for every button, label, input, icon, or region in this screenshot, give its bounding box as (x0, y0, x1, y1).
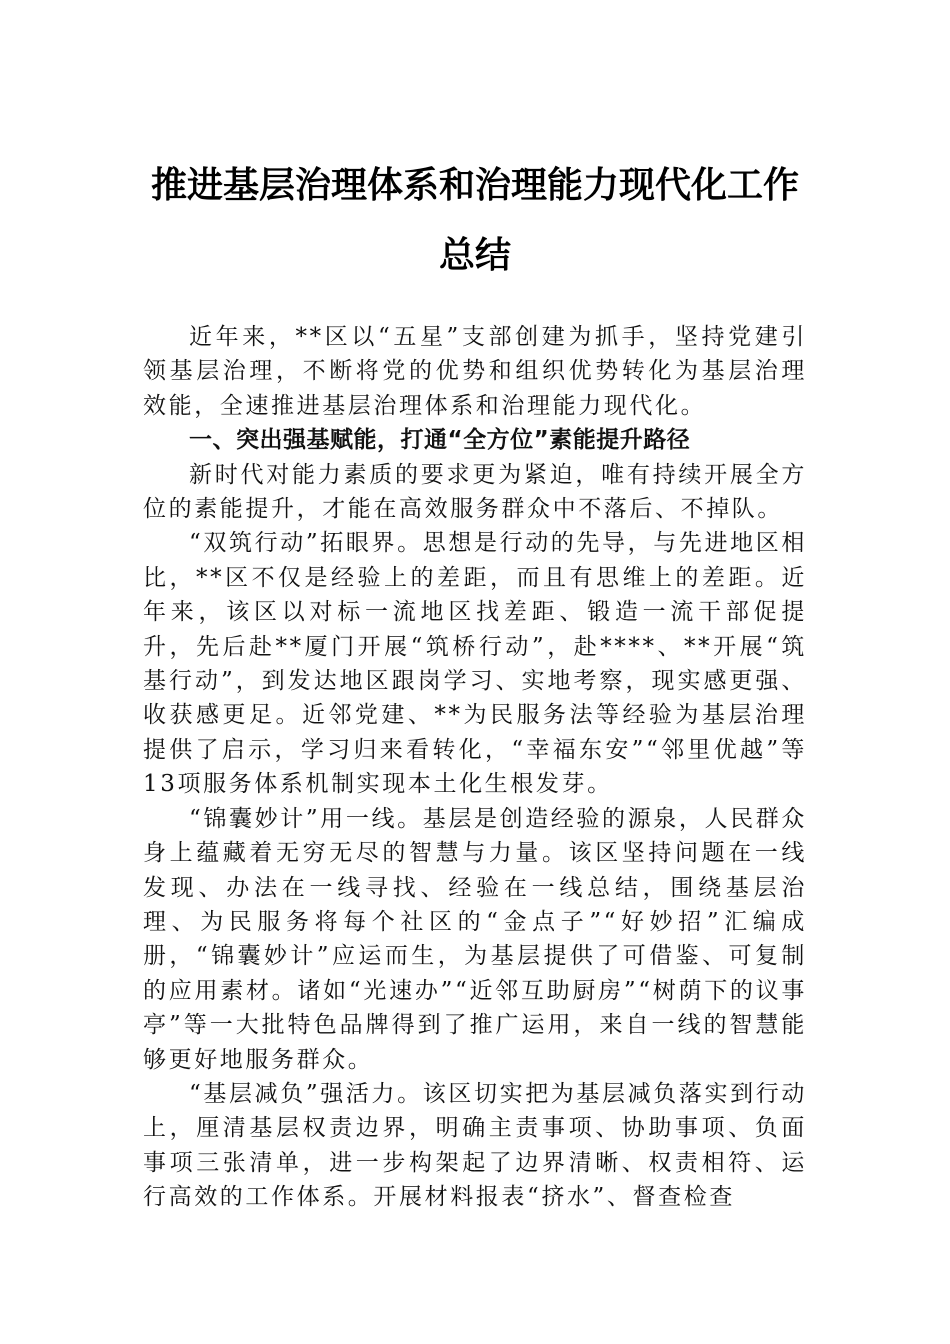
section-heading-1: 一、突出强基赋能，打通“全方位”素能提升路径 (189, 427, 691, 454)
intro-paragraph: 近年来，**区以“五星”支部创建为抓手，坚持党建引领基层治理，不断将党的优势和组织优势转化为基层治理效能，全速推进基层治理体系和治理能力现代化。 (143, 324, 807, 419)
document-title-line-1: 推进基层治理体系和治理能力现代化工作 (150, 164, 799, 206)
body-paragraph: “基层减负”强活力。该区切实把为基层减负落实到行动上，厘清基层权责边界，明确主责事项、协助事项、负面事项三张清单，进一步构架起了边界清晰、权责相符、运行高效的工作体系。开展材料报表“挤水”、督查检查 (143, 1080, 807, 1211)
body-paragraph: “锦囊妙计”用一线。基层是创造经验的源泉，人民群众身上蕴藏着无穷无尽的智慧与力量。该区坚持问题在一线发现、办法在一线寻找、经验在一线总结，围绕基层治理、为民服务将每个社区的“金点子”“好妙招”汇编成册，“锦囊妙计”应运而生，为基层提供了可借鉴、可复制的应用素材。诸如“光速办”“近邻互助厨房”“树荫下的议事亭”等一大批特色品牌得到了推广运用，来自一线的智慧能够更好地服务群众。 (143, 805, 807, 1073)
body-paragraph: “双筑行动”拓眼界。思想是行动的先导，与先进地区相比，**区不仅是经验上的差距，而且有思维上的差距。近年来，该区以对标一流地区找差距、锻造一流干部促提升，先后赴**厦门开展“筑桥行动”，赴****、**开展“筑基行动”，到发达地区跟岗学习、实地考察，现实感更强、收获感更足。近邻党建、**为民服务法等经验为基层治理提供了启示，学习归来看转化，“幸福东安”“邻里优越”等13项服务体系机制实现本土化生根发芽。 (143, 530, 807, 798)
document-body (143, 320, 807, 1215)
body-paragraph: 新时代对能力素质的要求更为紧迫，唯有持续开展全方位的素能提升，才能在高效服务群众中不落后、不掉队。 (143, 461, 807, 523)
document-title-line-2: 总结 (438, 234, 511, 276)
